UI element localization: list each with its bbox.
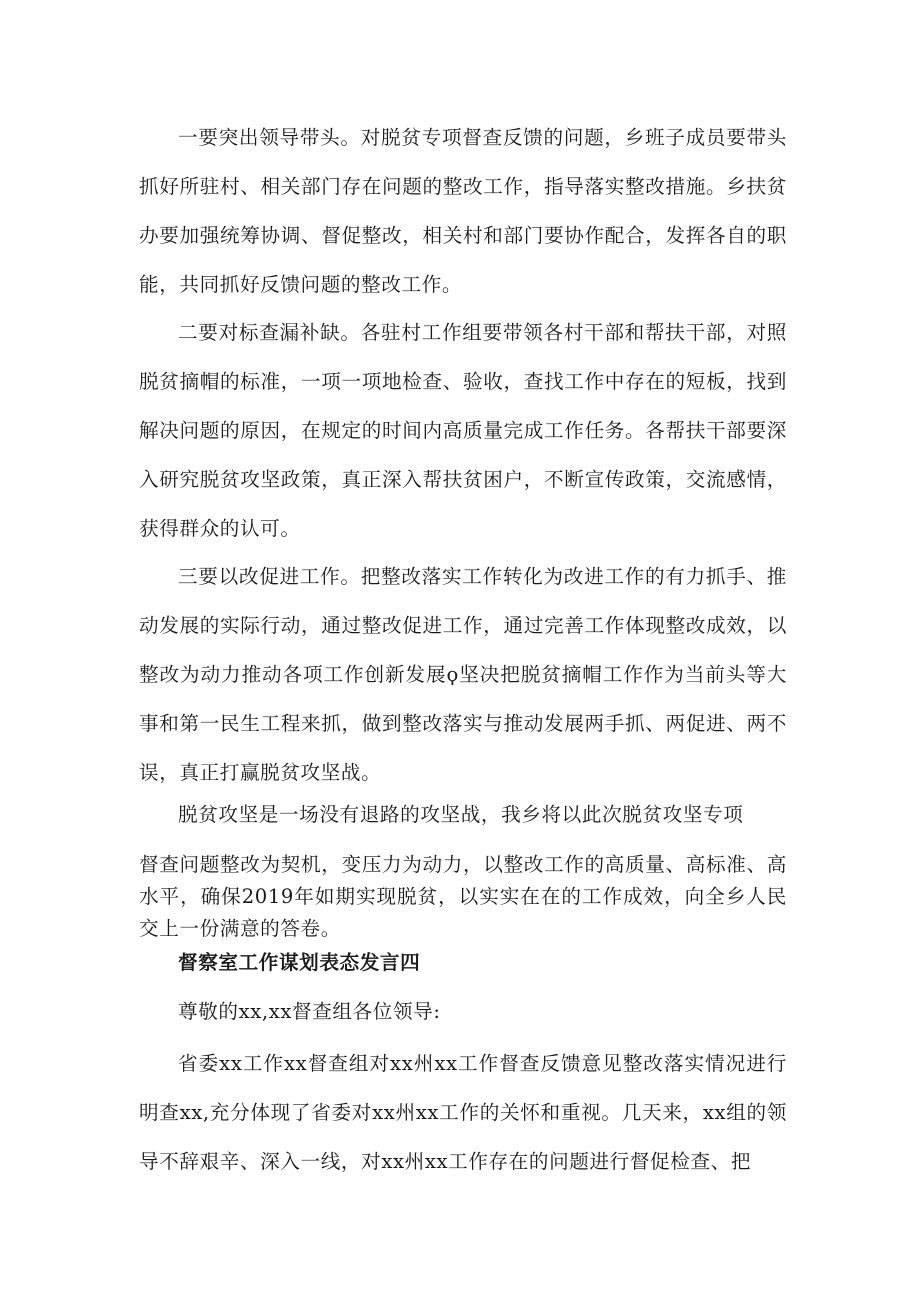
paragraph-conclusion-first-line: 脱贫攻坚是一场没有退路的攻坚战，我乡将以此次脱贫攻坚专项 (178, 803, 744, 826)
salutation: 尊敬的xx,xx督查组各位领导: (178, 1000, 441, 1023)
paragraph-benchmark: 二要对标查漏补缺。各驻村工作组要带领各村干部和帮扶干部，对照脱贫摘帽的标准，一项一项地检查、验收，查找工作中存在的短板，找到解决问题的原因，在规定的时间内高质量完成工作任务。各帮扶干部要深入研究脱贫攻坚政策，真正深入帮扶贫困户，不断宣传政策，交流感情，获得群众的认可。 (139, 321, 787, 540)
paragraph-rectification: 三要以改促进工作。把整改落实工作转化为改进工作的有力抓手、推动发展的实际行动，通过整改促进工作，通过完善工作体现整改成效，以整改为动力推动各项工作创新发展ϙ坚决把脱贫摘帽工作作为当前头等大事和第一民生工程来抓，做到整改落实与推动发展两手抓、两促进、两不误，真正打赢脱贫攻坚战。 (139, 565, 787, 784)
paragraph-leadership: 一要突出领导带头。对脱贫专项督查反馈的问题，乡班子成员要带头抓好所驻村、相关部门存在问题的整改工作，指导落实整改措施。乡扶贫办要加强统筹协调、督促整改，相关村和部门要协作配合，发挥各自的职能，共同抓好反馈问题的整改工作。 (139, 126, 787, 296)
paragraph-conclusion-continued: 督查问题整改为契机，变压力为动力，以整改工作的高质量、高标准、高水平，确保2019年如期实现脱贫，以实实在在的工作成效，向全乡人民交上一份满意的答卷。 (139, 853, 787, 940)
section-heading: 督察室工作谋划表态发言四 (178, 951, 421, 974)
paragraph-supervision: 省委xx工作xx督查组对xx州xx工作督查反馈意见整改落实情况进行明查xx,充分体现了省委对xx州xx工作的关怀和重视。几天来，xx组的领导不辞艰辛、深入一线，对xx州xx工作存在的问题进行督促检查、把 (139, 1052, 787, 1173)
